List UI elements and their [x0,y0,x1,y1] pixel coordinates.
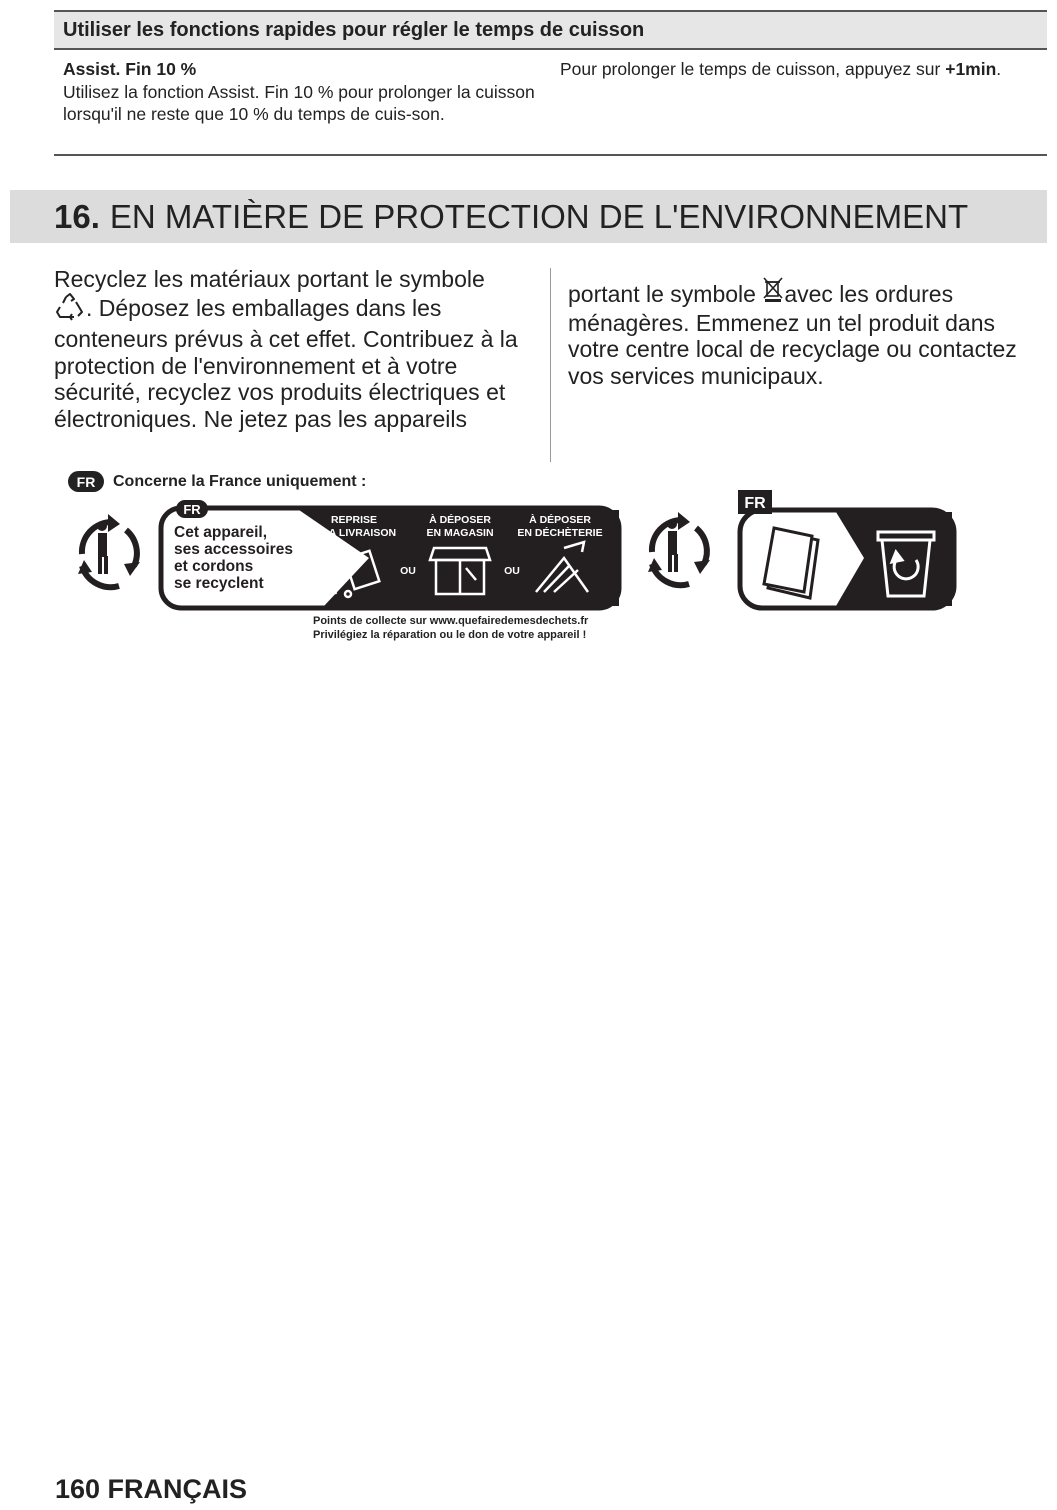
logo2-fr-label: FR [744,495,766,512]
logo-text-line-1: Cet appareil, [174,524,268,541]
triman-appliance-logo [64,496,624,621]
option3-line2: EN DÉCHÈTERIE [517,527,603,539]
section-title: EN MATIÈRE DE PROTECTION DE L'ENVIRONNEMENT [109,197,969,235]
footnote-line-1: Points de collecte sur www.quefairedemesdechets.fr [313,615,589,627]
france-note: Concerne la France uniquement : [113,472,367,490]
table-cell-left [54,50,548,154]
option2-line2: EN MAGASIN [426,527,494,539]
option3-line1: À DÉPOSER [529,514,591,526]
instruction-text: Pour prolonger le temps de cuisson, appuyez sur [560,59,946,79]
triman-paper-logo [640,488,960,618]
page-footer: 160 FRANÇAIS [55,1474,248,1504]
section-heading [10,190,1047,243]
logo-text-line-2: ses accessoires [174,541,293,558]
france-notice [68,471,366,492]
body-left-column [54,266,544,432]
instruction-key: +1min [945,59,997,79]
logo-footnote [313,614,588,642]
section-number: 16. [54,197,100,235]
fr-badge: FR [68,471,104,492]
recycling-symbol-icon [54,293,86,327]
body-right-column [568,276,1038,389]
ou-label-1: OU [400,565,416,577]
body-left-text-1: Recyclez les matériaux portant le symbole [54,266,485,292]
table-header: Utiliser les fonctions rapides pour régler le temps de cuisson [54,10,1047,50]
cooking-functions-table [54,10,1047,156]
function-description: Utilisez la fonction Assist. Fin 10 % pour prolonger la cuisson lorsqu'il ne reste que 10 % du temps de cuis-son. [63,81,535,124]
option2-line1: À DÉPOSER [429,514,491,526]
table-cell-right [548,50,1047,154]
column-divider [550,268,551,462]
triman-icon [82,522,137,587]
body-left-text-2: . Déposez les emballages dans les conteneurs prévus à cet effet. Contribuez à la protection de l'environnement et à votre sécurité, recyclez vos produits électriques et électroniques. Ne jetez pas les appareils [54,294,518,432]
ou-label-2: OU [504,565,520,577]
option1-line1: REPRISE [330,514,378,526]
crossed-bin-icon [762,276,784,310]
logo-text-line-3: et cordons [174,558,254,575]
function-title: Assist. Fin 10 % [63,59,197,79]
paper-icon [764,528,818,598]
footnote-line-2: Privilégiez la réparation ou le don de votre appareil ! [313,629,587,641]
logo-fr-label: FR [183,502,201,517]
body-right-text-1: portant le symbole [568,281,763,307]
body-right-text-2: avec les ordures ménagères. Emmenez un tel produit dans votre centre local de recyclage ou contactez vos services municipaux. [568,281,1017,389]
logo-text-line-4: se recyclent [174,575,264,592]
option1-line2: À LA LIVRAISON [311,527,397,539]
table-row [54,50,1047,156]
instruction-end: . [996,59,1002,79]
